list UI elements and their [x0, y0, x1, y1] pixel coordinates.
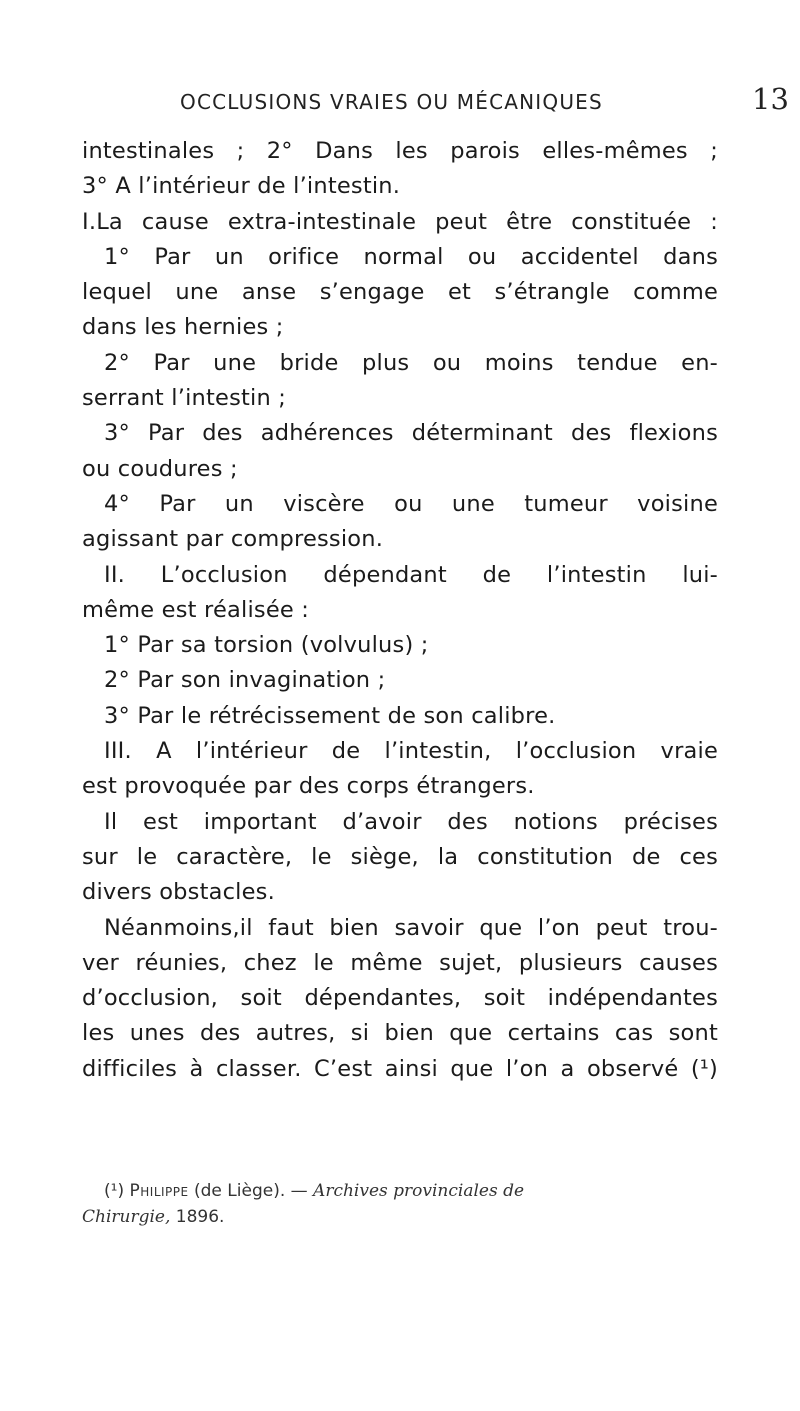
footnote-line: [82, 1204, 722, 1230]
text-line: 2° Par une bride plus ou moins tendue en-: [104, 349, 718, 376]
text-line: serrant l’intestin ;: [82, 385, 287, 412]
text-line: ou coudures ;: [82, 455, 238, 482]
page-header: [0, 82, 800, 126]
footnote-place: (de Liège). —: [194, 1181, 308, 1201]
footnote-journal-cont: Chirurgie,: [82, 1207, 171, 1227]
text-line: sur le caractère, le siège, la constitution de ces: [82, 843, 718, 870]
text-line: agissant par compression.: [82, 526, 384, 553]
text-line: même est réalisée :: [82, 596, 310, 623]
footnote-line: [82, 1178, 722, 1204]
footnote-year: 1896.: [175, 1207, 225, 1227]
text-line: ver réunies, chez le même sujet, plusieurs causes: [82, 949, 718, 976]
body-text: [82, 134, 718, 1087]
text-line: 3° Par le rétrécissement de son calibre.: [104, 702, 556, 729]
footnote-marker: (¹): [104, 1181, 125, 1201]
text-line: Il est important d’avoir des notions précises: [104, 808, 718, 835]
footnote: [82, 1178, 722, 1230]
text-line: 2° Par son invagination ;: [104, 667, 386, 694]
text-line: 1° Par un orifice normal ou accidentel dans: [104, 243, 718, 270]
footnote-journal: Archives provinciales de: [313, 1181, 525, 1201]
text-line: III. A l’intérieur de l’intestin, l’occlusion vraie: [104, 738, 718, 765]
text-line: Néanmoins,il faut bien savoir que l’on peut trou-: [104, 914, 718, 941]
text-line: II. L’occlusion dépendant de l’intestin lui-: [104, 561, 718, 588]
text-line: I.La cause extra-intestinale peut être constituée :: [82, 208, 718, 235]
text-line: 3° Par des adhérences déterminant des flexions: [104, 420, 718, 447]
text-line: les unes des autres, si bien que certains cas sont: [82, 1020, 718, 1047]
page-number: 13: [752, 82, 789, 116]
text-line: d’occlusion, soit dépendantes, soit indépendantes: [82, 985, 718, 1012]
text-line: divers obstacles.: [82, 879, 275, 906]
text-line: dans les hernies ;: [82, 314, 284, 341]
text-line: 4° Par un viscère ou une tumeur voisine: [104, 490, 718, 517]
footnote-author: Philippe: [129, 1181, 189, 1201]
text-line: difficiles à classer. C’est ainsi que l’on a observé (¹): [82, 1055, 718, 1082]
text-line: 1° Par sa torsion (volvulus) ;: [104, 632, 429, 659]
text-line: 3° A l’intérieur de l’intestin.: [82, 173, 401, 200]
text-line: intestinales ; 2° Dans les parois elles-mêmes ;: [82, 138, 718, 164]
text-line: lequel une anse s’engage et s’étrangle comme: [82, 279, 718, 306]
running-title: OCCLUSIONS VRAIES OU MÉCANIQUES: [180, 90, 603, 114]
text-line: est provoquée par des corps étrangers.: [82, 773, 535, 800]
